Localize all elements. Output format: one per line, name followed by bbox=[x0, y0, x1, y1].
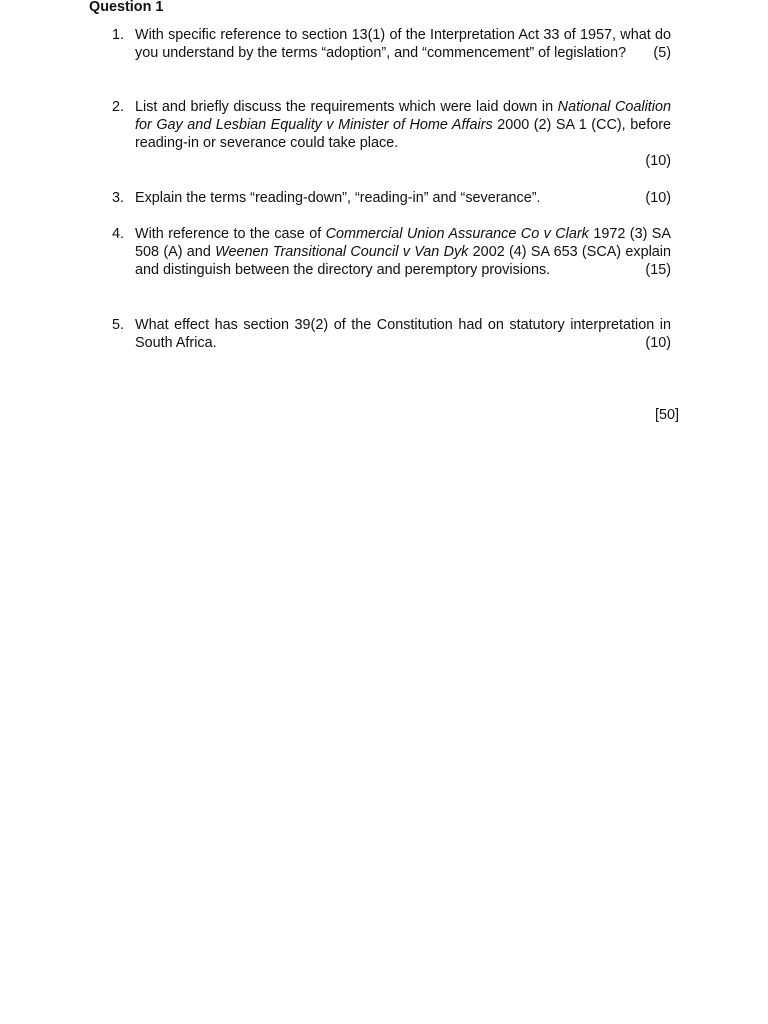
section-heading: Question 1 bbox=[89, 0, 164, 15]
question-text-part: With specific reference to section 13(1) of the Interpretation Act 33 of 1957, what do you understand by the terms “adoption”, and “commencement” of legislation? bbox=[135, 27, 671, 61]
question-text-part: What effect has section 39(2) of the Constitution had on statutory interpretation in South Africa. bbox=[135, 317, 671, 351]
question-text-part: Explain the terms “reading-down”, “reading-in” and “severance”. bbox=[135, 190, 541, 206]
question-1 bbox=[112, 26, 671, 62]
question-text bbox=[135, 189, 671, 207]
question-marks: (10) bbox=[645, 335, 671, 351]
question-text-part: 2000 (2) SA 1 (CC), before reading-in or severance could take place. bbox=[135, 117, 672, 151]
case-citation: Weenen Transitional Council v Van Dyk bbox=[215, 244, 469, 260]
question-4 bbox=[112, 225, 671, 279]
question-text-part: With reference to the case of bbox=[135, 226, 326, 242]
question-marks: (15) bbox=[645, 262, 671, 278]
total-marks: [50] bbox=[654, 407, 679, 423]
question-marks: (10) bbox=[645, 190, 671, 206]
question-text bbox=[135, 98, 671, 152]
question-text bbox=[135, 26, 671, 62]
case-citation: National Coalition for Gay and Lesbian Equality v Minister of Home Affairs bbox=[135, 99, 672, 133]
question-text bbox=[135, 225, 671, 279]
question-text bbox=[135, 316, 671, 352]
question-text-part: List and briefly discuss the requirements which were laid down in bbox=[135, 99, 558, 115]
question-number: 4. bbox=[112, 226, 125, 242]
question-3 bbox=[112, 189, 671, 207]
question-number: 1. bbox=[112, 27, 125, 43]
question-marks: (5) bbox=[653, 45, 671, 61]
question-text-part: 2002 (4) SA 653 (SCA) explain and distinguish between the directory and peremptory provisions. bbox=[135, 244, 672, 278]
question-marks: (10) bbox=[645, 153, 671, 169]
question-number: 2. bbox=[112, 99, 125, 115]
question-number: 5. bbox=[112, 317, 125, 333]
question-5 bbox=[112, 316, 671, 352]
question-2 bbox=[112, 98, 671, 170]
question-text-part: 1972 (3) SA 508 (A) and bbox=[135, 226, 672, 260]
case-citation: Commercial Union Assurance Co v Clark bbox=[325, 226, 589, 242]
question-number: 3. bbox=[112, 190, 125, 206]
